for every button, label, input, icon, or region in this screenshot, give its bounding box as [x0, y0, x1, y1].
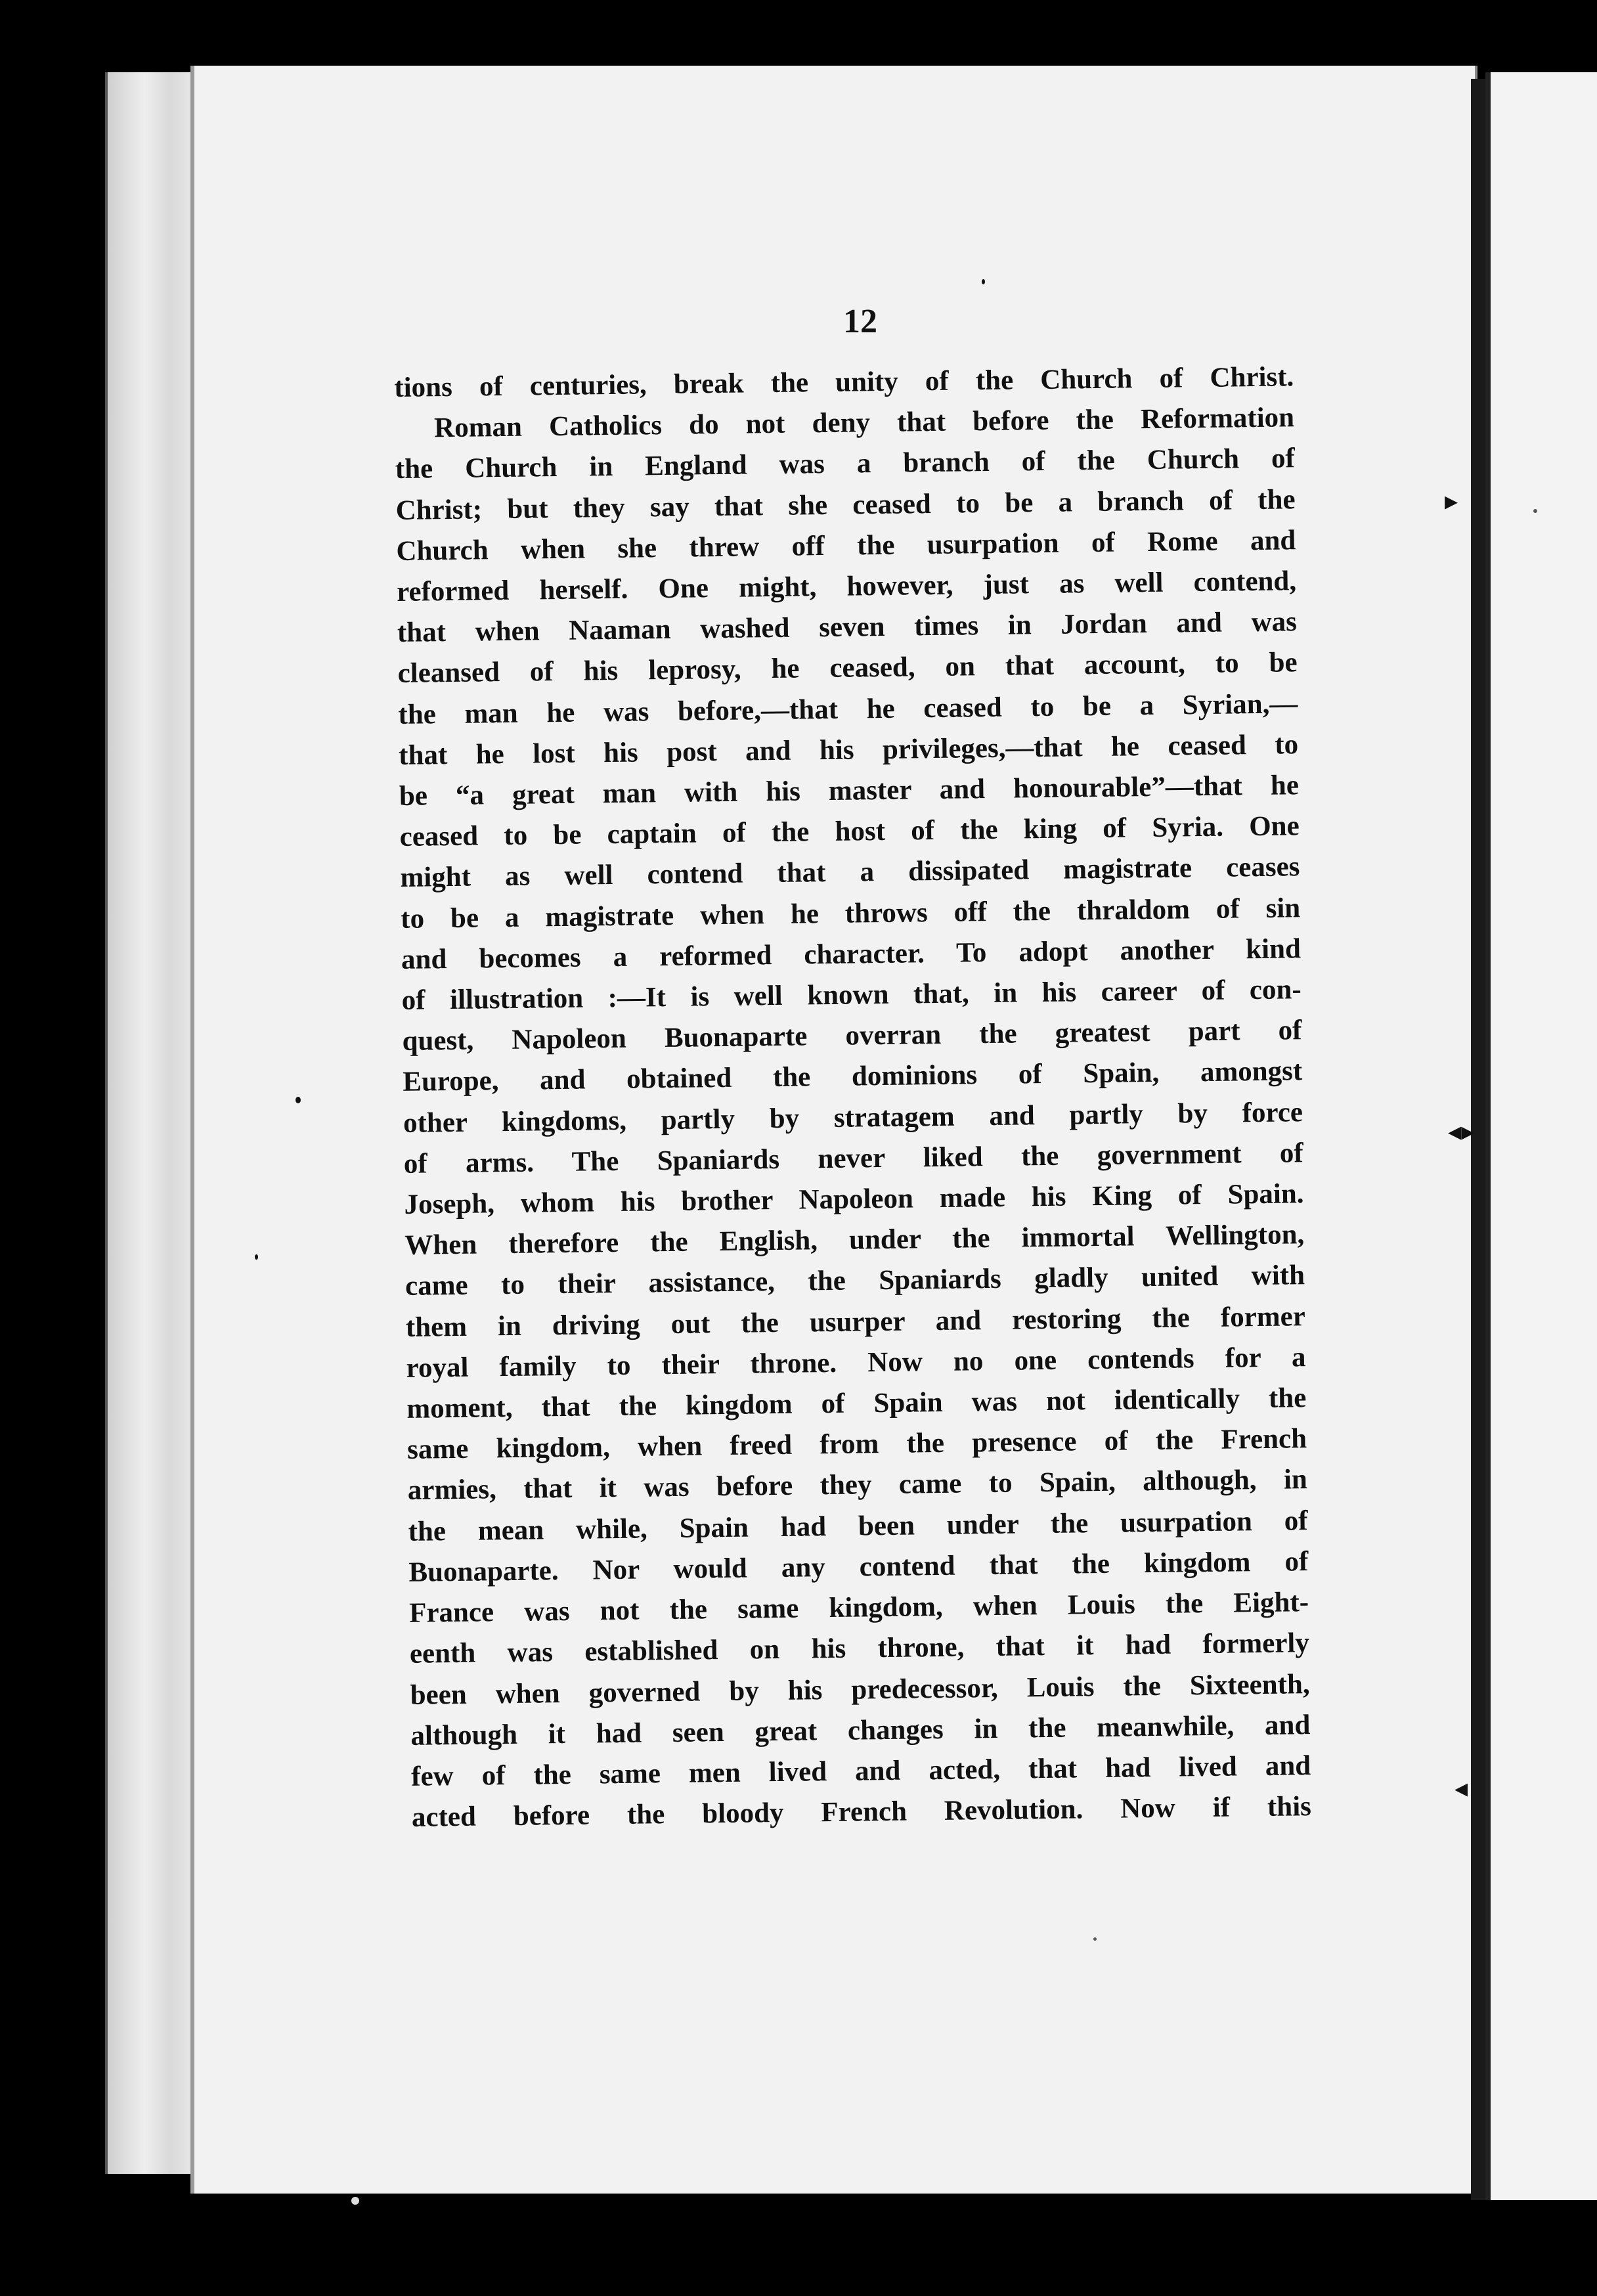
- text-line: of illustration :—It is well known that, in his career of con-: [401, 974, 1302, 1016]
- text-line: came to their assistance, the Spaniards gladly united with: [405, 1260, 1305, 1302]
- scan-speck: [295, 1097, 301, 1103]
- edge-mark: ▸: [1445, 486, 1458, 516]
- scan-speck: [982, 279, 985, 284]
- text-line: reformed herself. One might, however, just as well contend,: [396, 565, 1297, 607]
- text-line: When therefore the English, under the immortal Wellington,: [405, 1219, 1305, 1262]
- text-line: eenth was established on his throne, that it had formerly: [409, 1627, 1310, 1670]
- text-line: Roman Catholics do not deny that before the Reformation: [433, 402, 1295, 444]
- text-line: same kingdom, when freed from the presence of the French: [406, 1423, 1307, 1466]
- text-line: the Church in England was a branch of the Church of: [395, 443, 1296, 485]
- text-line: moment, that the kingdom of Spain was not identically the: [406, 1382, 1307, 1424]
- edge-mark: ◂: [1455, 1773, 1468, 1803]
- page-number: 12: [843, 303, 877, 340]
- text-line: few of the same men lived and acted, that had lived and: [410, 1750, 1311, 1792]
- text-line: been when governed by his predecessor, Louis the Sixteenth,: [410, 1668, 1310, 1711]
- text-line: Buonaparte. Nor would any contend that the kingdom of: [408, 1546, 1309, 1588]
- text-line: armies, that it was before they came to Spain, although, in: [407, 1464, 1308, 1507]
- text-line: tions of centuries, break the unity of the Church of Christ.: [394, 361, 1294, 403]
- scan-speck: [255, 1254, 258, 1260]
- text-line: Christ; but they say that she ceased to be a branch of the: [395, 483, 1296, 526]
- body-text: [394, 357, 1311, 1838]
- text-line: that when Naaman washed seven times in Jordan and was: [397, 606, 1298, 649]
- text-line: acted before the bloody French Revolution. Now if this: [411, 1791, 1312, 1833]
- text-line: them in driving out the usurper and restoring the former: [405, 1300, 1306, 1343]
- text-line: be “a great man with his master and honourable”—that he: [399, 770, 1300, 812]
- text-line: Europe, and obtained the dominions of Spain, amongst: [403, 1055, 1303, 1098]
- text-line: although it had seen great changes in the meanwhile, and: [410, 1709, 1311, 1752]
- edge-mark: ◂▸: [1448, 1116, 1475, 1147]
- text-line: Joseph, whom his brother Napoleon made his King of Spain.: [404, 1178, 1304, 1220]
- text-line: Church when she threw off the usurpation of Rome and: [396, 525, 1296, 567]
- text-line: might as well contend that a dissipated magistrate ceases: [400, 851, 1300, 894]
- text-line: cleansed of his leprosy, he ceased, on that account, to be: [397, 647, 1298, 690]
- text-line: quest, Napoleon Buonaparte overran the greatest part of: [402, 1015, 1302, 1057]
- facing-page-edge: [1485, 72, 1597, 2200]
- scan-speck: [1533, 509, 1537, 513]
- text-line: royal family to their throne. Now no one contends for a: [406, 1342, 1306, 1384]
- text-line: and becomes a reformed character. To adopt another kind: [401, 933, 1302, 975]
- text-line: that he lost his post and his privileges,—that he ceased to: [398, 729, 1299, 771]
- text-line: other kingdoms, partly by stratagem and partly by force: [403, 1096, 1303, 1139]
- text-line: the mean while, Spain had been under the usurpation of: [408, 1505, 1308, 1547]
- text-line: France was not the same kingdom, when Louis the Eight-: [408, 1587, 1309, 1629]
- text-line: ceased to be captain of the host of the king of Syria. One: [399, 810, 1300, 853]
- scan-speck: [351, 2197, 359, 2205]
- text-line: of arms. The Spaniards never liked the government of: [403, 1137, 1303, 1180]
- text-line: to be a magistrate when he throws off the thraldom of sin: [400, 892, 1301, 935]
- text-line: the man he was before,—that he ceased to be a Syrian,—: [398, 688, 1298, 730]
- scan-speck: [1093, 1937, 1097, 1941]
